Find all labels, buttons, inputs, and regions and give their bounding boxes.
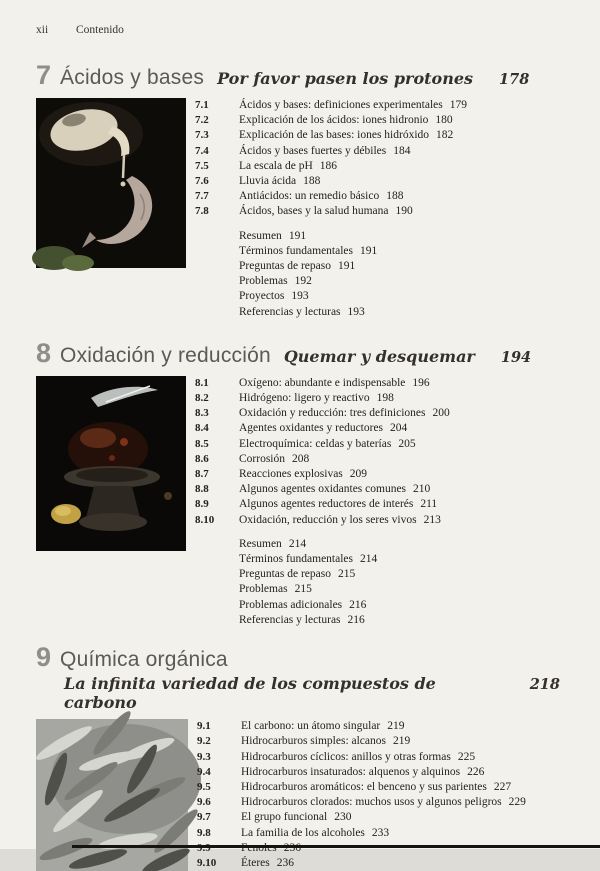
section-entry [195, 159, 560, 174]
section-entry [195, 144, 560, 159]
section-entry [195, 391, 560, 406]
entry-page [284, 841, 301, 856]
section-entry [195, 113, 560, 128]
page-header [36, 24, 560, 36]
chapter-8-section-list [195, 376, 560, 528]
section-entry [195, 204, 560, 219]
entry-title: Preguntas de repaso [239, 568, 331, 581]
section-number: 8.1 [195, 376, 209, 389]
chapter-subtitle: Quemar y desquemar [283, 346, 475, 366]
section-number: 8.4 [195, 422, 209, 435]
entry-title: Electroquímica: celdas y baterías [239, 437, 392, 450]
entry-title: Lluvia ácida [239, 175, 297, 188]
entry-title: La familia de los alcoholes [241, 826, 365, 839]
entry-title: Referencias y lecturas [239, 305, 341, 318]
section-entry [197, 856, 560, 871]
endmatter-entry [195, 613, 560, 628]
entry-page: 205 [398, 437, 416, 450]
entry-page: 214 [360, 553, 378, 566]
section-number: 9.10 [197, 856, 217, 869]
entry-page: 226 [467, 765, 485, 778]
entry-page: 191 [288, 229, 307, 242]
entry-title: Explicación de los ácidos: iones hidronio [239, 114, 429, 127]
entry-page: 229 [508, 796, 526, 809]
endmatter-entry [195, 289, 560, 304]
entry-page: 216 [349, 598, 367, 611]
section-entry [195, 189, 560, 204]
entry-title: Hidrocarburos aromáticos: el benceno y sus parientes [241, 780, 487, 793]
endmatter-entry [195, 229, 560, 244]
section-number: 8.5 [195, 437, 209, 450]
chapter-9-section-list [197, 719, 560, 871]
section-number: 9.2 [197, 735, 211, 748]
entry-title: Hidrocarburos simples: alcanos [241, 735, 386, 748]
entry-page: 188 [386, 190, 404, 203]
chapter-number: 9 [36, 642, 52, 673]
entry-page: 184 [393, 144, 411, 157]
section-number: 8.9 [195, 498, 209, 511]
chapter-9-entries [197, 719, 560, 871]
endmatter-entry [195, 244, 560, 259]
chapter-7-section-list [195, 98, 560, 220]
section-entry [195, 98, 560, 113]
entry-title: El carbono: un átomo singular [241, 720, 381, 733]
section-number: 7.4 [195, 144, 209, 157]
section-number: 7.5 [195, 159, 209, 172]
section-entry [197, 795, 560, 810]
chapter-page-number: 218 [529, 676, 560, 694]
entry-page: 190 [395, 205, 413, 218]
endmatter-entry [195, 259, 560, 274]
entry-page: 225 [457, 750, 476, 763]
chapter-number: 8 [36, 337, 52, 368]
chapter-8-photo [36, 376, 186, 551]
entry-page: 215 [337, 568, 356, 581]
section-number: 9.7 [197, 811, 211, 824]
section-number: 8.3 [195, 407, 209, 420]
entry-page: 219 [387, 720, 405, 733]
chapter-8-endmatter-list [195, 537, 560, 628]
chapter-9-heading [36, 642, 560, 673]
entry-title: Referencias y lecturas [239, 613, 341, 626]
chapter-9-photo [36, 719, 188, 871]
entry-title: Algunos agentes reductores de interés [239, 498, 414, 511]
section-number: 9.6 [197, 796, 211, 809]
entry-title: Hidrógeno: ligero y reactivo [239, 392, 370, 405]
entry-title: Proyectos [239, 290, 285, 303]
section-entry [195, 376, 560, 391]
section-entry [195, 406, 560, 421]
section-entry [195, 437, 560, 452]
endmatter-entry [195, 567, 560, 582]
entry-page: 209 [349, 468, 368, 481]
entry-page: 196 [412, 376, 430, 389]
scan-edge-line [72, 845, 600, 848]
chapter-7-photo [36, 98, 186, 268]
section-number: 7.8 [195, 205, 209, 218]
section-entry [195, 421, 560, 436]
entry-title: Hidrocarburos insaturados: alquenos y alquinos [241, 765, 461, 778]
entry-title: Términos fundamentales [239, 553, 354, 566]
section-number: 9.1 [197, 720, 211, 733]
entry-title: Explicación de las bases: iones hidróxido [239, 129, 430, 142]
entry-page: 192 [294, 275, 312, 288]
section-number: 8.10 [195, 513, 215, 526]
entry-page: 198 [376, 392, 394, 405]
chapter-7-entries [195, 98, 560, 320]
section-entry [197, 826, 560, 841]
entry-title: Oxidación, reducción y los seres vivos [239, 513, 417, 526]
chapter-subtitle: La infinita variedad de los compuestos de carbono [64, 674, 436, 713]
entry-page: 191 [360, 244, 378, 257]
chapter-8-heading [36, 338, 560, 369]
entry-page: 213 [423, 513, 441, 526]
entry-page: 233 [371, 826, 390, 839]
entry-page: 210 [413, 483, 431, 496]
section-number: 7.7 [195, 190, 209, 203]
chapter-7-endmatter-list [195, 229, 560, 320]
endmatter-entry [195, 582, 560, 597]
entry-title: Resumen [239, 537, 282, 550]
section-number: 7.2 [195, 114, 209, 127]
section-number: 8.2 [195, 392, 209, 405]
section-entry [195, 467, 560, 482]
entry-title: Agentes oxidantes y reductores [239, 422, 384, 435]
chapter-page-number: 178 [499, 71, 530, 88]
entry-title: Reacciones explosivas [239, 468, 343, 481]
endmatter-entry [195, 537, 560, 552]
entry-page: 208 [292, 452, 310, 465]
entry-title: Hidrocarburos cíclicos: anillos y otras formas [241, 750, 451, 763]
endmatter-entry [195, 598, 560, 613]
entry-title: Antiácidos: un remedio básico [239, 190, 380, 203]
entry-title [241, 841, 277, 856]
entry-title: Problemas [239, 583, 288, 596]
entry-title: Ácidos y bases fuertes y débiles [239, 144, 387, 157]
entry-title: Ácidos y bases: definiciones experimentales [239, 99, 443, 111]
entry-title: Preguntas de repaso [239, 260, 331, 273]
section-number: 9.5 [197, 780, 211, 793]
chapter-8-entries [195, 376, 560, 628]
entry-page: 193 [291, 290, 309, 303]
chapter-8-section [36, 338, 560, 628]
section-number: 7.6 [195, 175, 209, 188]
entry-page: 227 [493, 780, 512, 793]
entry-page: 186 [319, 159, 338, 172]
entry-title: Éteres [241, 856, 270, 869]
section-number: 7.1 [195, 99, 209, 111]
section-entry [197, 734, 560, 749]
section-entry [195, 497, 560, 512]
section-entry [197, 810, 560, 825]
chapter-title: Oxidación y reducción [60, 343, 271, 367]
section-entry [197, 841, 560, 856]
section-entry [197, 750, 560, 765]
entry-page: 200 [432, 407, 450, 420]
section-number [197, 841, 241, 856]
entry-title: La escala de pH [239, 159, 313, 172]
entry-page: 219 [393, 735, 411, 748]
entry-title: El grupo funcional [241, 811, 328, 824]
entry-title: Resumen [239, 229, 282, 242]
page-folio: xii [36, 24, 49, 36]
entry-title: Algunos agentes oxidantes comunes [239, 483, 407, 496]
chapter-page-number: 194 [500, 348, 532, 366]
entry-title: Oxidación y reducción: tres definiciones [239, 407, 426, 420]
entry-page: 216 [347, 613, 365, 626]
entry-page: 214 [288, 537, 307, 550]
page-header-title: Contenido [76, 24, 124, 36]
entry-page: 211 [420, 498, 438, 511]
chapter-7-heading [36, 60, 560, 91]
entry-title: Corrosión [239, 452, 285, 465]
endmatter-entry [195, 274, 560, 289]
section-entry [197, 765, 560, 780]
section-number: 8.8 [195, 483, 209, 496]
entry-page: 188 [303, 175, 321, 188]
entry-page: 191 [337, 260, 356, 273]
section-number: 7.3 [195, 129, 209, 142]
section-number: 9.4 [197, 765, 211, 778]
entry-title: Hidrocarburos clorados: muchos usos y algunos peligros [241, 796, 502, 809]
chapter-subtitle: Por favor pasen los protones [217, 69, 474, 88]
endmatter-entry [195, 305, 560, 320]
section-number: 8.7 [195, 468, 209, 481]
entry-title: Oxígeno: abundante e indispensable [239, 376, 406, 389]
section-entry [195, 513, 560, 528]
section-number: 8.6 [195, 452, 209, 465]
endmatter-entry [195, 552, 560, 567]
section-entry [197, 780, 560, 795]
section-entry [197, 719, 560, 734]
chapter-title: Química orgánica [60, 648, 228, 672]
entry-title: Ácidos, bases y la salud humana [239, 205, 389, 218]
entry-title: Términos fundamentales [239, 244, 354, 257]
entry-title: Problemas adicionales [239, 598, 343, 611]
chapter-number: 7 [36, 60, 52, 90]
entry-page: 180 [435, 114, 453, 127]
entry-page: 182 [436, 129, 454, 142]
entry-page: 193 [347, 305, 365, 318]
section-entry [195, 482, 560, 497]
section-entry [195, 174, 560, 189]
section-number: 9.8 [197, 826, 211, 839]
section-entry [195, 128, 560, 143]
entry-page: 230 [334, 811, 352, 824]
chapter-9-subtitle-line [36, 674, 560, 712]
entry-title: Problemas [239, 275, 288, 288]
entry-page: 236 [276, 856, 294, 869]
entry-page: 179 [449, 99, 467, 111]
chapter-7-section [36, 60, 560, 320]
section-entry [195, 452, 560, 467]
entry-page: 215 [294, 583, 312, 596]
chapter-9-section [36, 642, 560, 871]
section-number: 9.3 [197, 750, 211, 763]
entry-page: 204 [390, 422, 408, 435]
chapter-title: Ácidos y bases [60, 66, 205, 89]
